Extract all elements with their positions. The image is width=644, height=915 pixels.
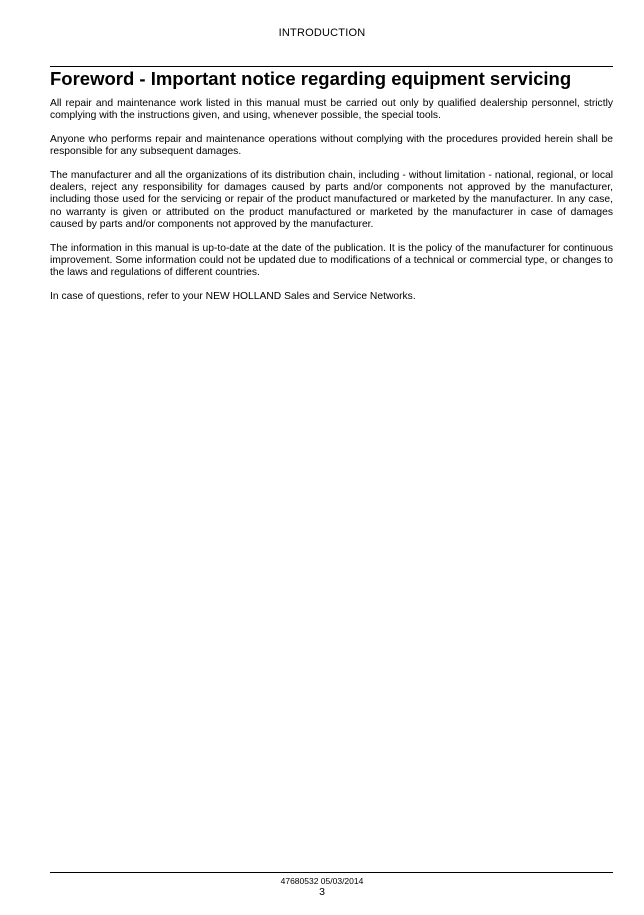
paragraph-warranty-disclaimer: The manufacturer and all the organizations of its distribution chain, including - without limitation - national, regional, or local dealers, reject any responsibility for damages caused by parts and/or components not approved by the manufacturer, including those used for the servicing or repair of the product manufactured or marketed by the manufacturer. In any case, no warranty is given or attributed on the product manufactured or marketed by the manufacturer in case of damages caused by parts and/or components not approved by the manufacturer. (50, 169, 613, 231)
paragraph-contact: In case of questions, refer to your NEW HOLLAND Sales and Service Networks. (50, 290, 416, 302)
document-reference: 47680532 05/03/2014 (280, 876, 364, 886)
paragraph-information-currency: The information in this manual is up-to-date at the date of the publication. It is the policy of the manufacturer for continuous improvement. Some information could not be updated due to modifications of a technical or commercial type, or changes to the laws and regulations of different countries. (50, 242, 613, 279)
footer-divider (50, 872, 613, 873)
page-title: Foreword - Important notice regarding equipment servicing (50, 68, 572, 89)
paragraph-qualified-personnel: All repair and maintenance work listed in this manual must be carried out only by qualified dealership personnel, strictly complying with the instructions given, and using, whenever possible, the special tools. (50, 98, 613, 122)
page-header-section: INTRODUCTION (278, 27, 366, 39)
body-text (50, 98, 613, 314)
page-number: 3 (319, 886, 325, 898)
paragraph-responsibility: Anyone who performs repair and maintenance operations without complying with the procedures provided herein shall be responsible for any subsequent damages. (50, 133, 613, 158)
